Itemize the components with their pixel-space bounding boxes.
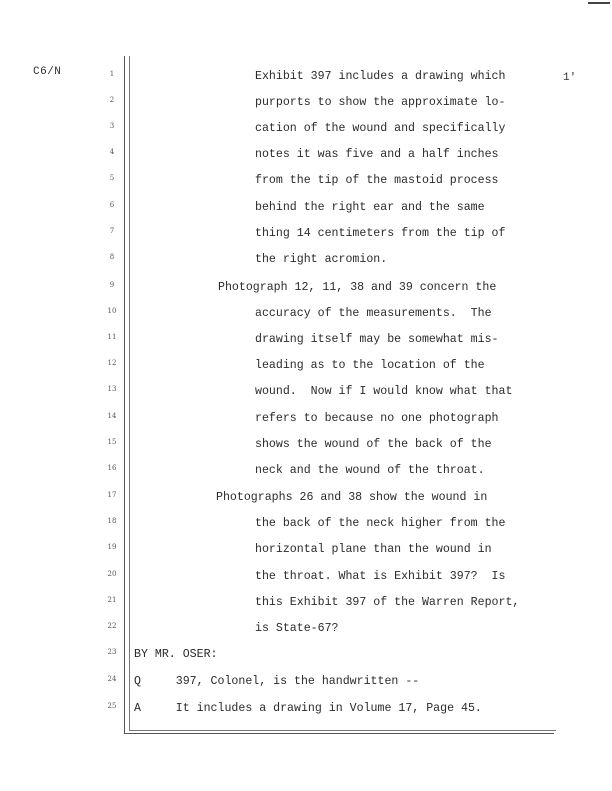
line-number: 15 bbox=[107, 438, 117, 446]
transcript-line: shows the wound of the back of the bbox=[255, 438, 492, 451]
transcript-line: Exhibit 397 includes a drawing which bbox=[255, 70, 506, 83]
transcript-line: refers to because no one photograph bbox=[255, 412, 499, 425]
line-number: 20 bbox=[107, 570, 117, 578]
transcript-line: horizontal plane than the wound in bbox=[255, 543, 492, 556]
line-number: 7 bbox=[109, 227, 115, 235]
transcript-line: BY MR. OSER: bbox=[134, 648, 218, 661]
corner-mark bbox=[588, 2, 610, 4]
page-number: 1' bbox=[563, 72, 577, 84]
line-number: 19 bbox=[107, 543, 117, 551]
line-number: 5 bbox=[109, 174, 115, 182]
transcript-line: Photographs 26 and 38 show the wound in bbox=[216, 491, 488, 504]
transcript-line: the throat. What is Exhibit 397? Is bbox=[255, 570, 506, 583]
line-number: 4 bbox=[109, 148, 115, 156]
line-number: 14 bbox=[107, 412, 117, 420]
line-number: 1 bbox=[109, 70, 115, 78]
transcript-line: the right acromion. bbox=[255, 253, 388, 266]
transcript-line: this Exhibit 397 of the Warren Report, bbox=[255, 596, 520, 609]
transcript-line: drawing itself may be somewhat mis- bbox=[255, 333, 499, 346]
line-number: 3 bbox=[109, 122, 115, 130]
line-number: 9 bbox=[109, 281, 115, 289]
line-number: 8 bbox=[109, 253, 115, 261]
transcript-line: cation of the wound and specifically bbox=[255, 122, 506, 135]
transcript-line: behind the right ear and the same bbox=[255, 201, 485, 214]
transcript-line: notes it was five and a half inches bbox=[255, 148, 499, 161]
transcript-line: accuracy of the measurements. The bbox=[255, 307, 492, 320]
header-code: C6/N bbox=[33, 66, 62, 78]
line-number: 24 bbox=[107, 675, 117, 683]
transcript-line: the back of the neck higher from the bbox=[255, 517, 506, 530]
transcript-line: A It includes a drawing in Volume 17, Page 45. bbox=[134, 702, 482, 715]
transcript-line: wound. Now if I would know what that bbox=[255, 385, 513, 398]
transcript-line: Q 397, Colonel, is the handwritten -- bbox=[134, 675, 420, 688]
line-number: 2 bbox=[109, 96, 115, 104]
line-number: 13 bbox=[107, 385, 117, 393]
line-number: 21 bbox=[107, 596, 117, 604]
line-number: 22 bbox=[107, 622, 117, 630]
line-number: 10 bbox=[107, 307, 117, 315]
transcript-line: Photograph 12, 11, 38 and 39 concern the bbox=[218, 281, 497, 294]
transcript-line: purports to show the approximate lo- bbox=[255, 96, 506, 109]
line-number: 17 bbox=[107, 491, 117, 499]
line-number: 25 bbox=[107, 702, 117, 710]
line-number: 12 bbox=[107, 359, 117, 367]
transcript-line: neck and the wound of the throat. bbox=[255, 464, 485, 477]
transcript-line: thing 14 centimeters from the tip of bbox=[255, 227, 506, 240]
line-number: 16 bbox=[107, 464, 117, 472]
transcript-line: from the tip of the mastoid process bbox=[255, 174, 499, 187]
line-number: 23 bbox=[107, 648, 117, 656]
transcript-line: leading as to the location of the bbox=[255, 359, 485, 372]
transcript-line: is State-67? bbox=[255, 622, 339, 635]
line-number: 18 bbox=[107, 517, 117, 525]
line-number: 6 bbox=[109, 201, 115, 209]
line-number: 11 bbox=[107, 333, 117, 341]
